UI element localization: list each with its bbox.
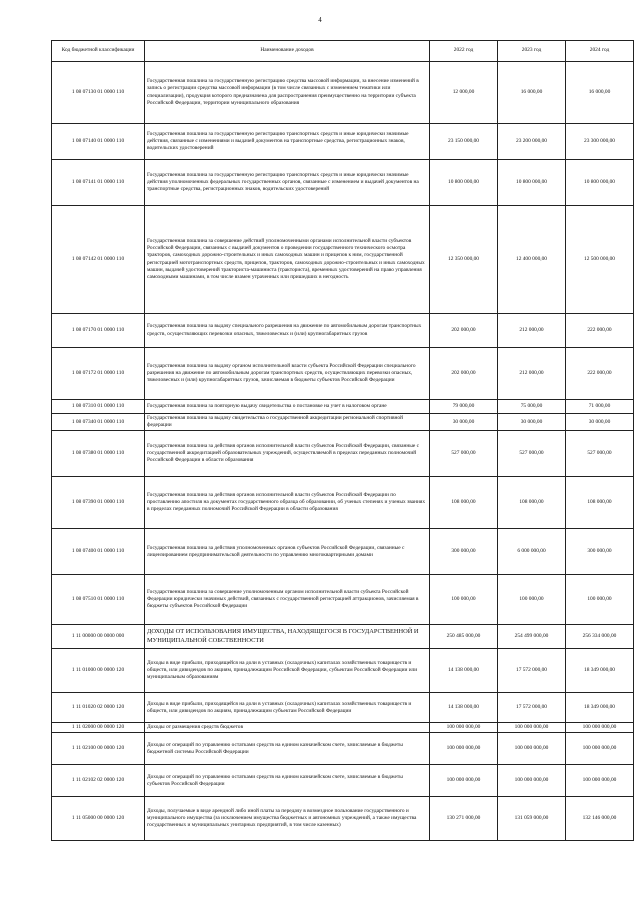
row-name: Доходы от размещения средств бюджетов <box>145 723 430 733</box>
row-2022: 12 000,00 <box>430 62 498 124</box>
row-2023: 6 000 000,00 <box>498 529 566 575</box>
row-code: 1 08 07390 01 0000 110 <box>52 477 145 529</box>
row-2024: 132 146 000,00 <box>566 797 634 841</box>
table-row <box>52 529 634 575</box>
header-2024: 2024 год <box>566 41 634 62</box>
row-2024: 23 300 000,00 <box>566 124 634 160</box>
table-row <box>52 693 634 723</box>
row-code: 1 11 01020 02 0000 120 <box>52 693 145 723</box>
row-2023: 131 059 000,00 <box>498 797 566 841</box>
row-name: Государственная пошлина за выдачу свидетельства о государственной аккредитации региональной спортивной федерации <box>145 414 430 431</box>
row-code: 1 11 02102 02 0000 120 <box>52 765 145 797</box>
table-header-row <box>52 41 634 62</box>
row-code: 1 11 00000 00 0000 000 <box>52 625 145 649</box>
row-2024: 527 000,00 <box>566 431 634 477</box>
row-2024: 30 000,00 <box>566 414 634 431</box>
row-name: Доходы от операций по управлению остатками средств на едином казначейском счете, зачисляемые в бюджеты бюджетной системы Российской Федерации <box>145 733 430 765</box>
table-row <box>52 431 634 477</box>
row-2022: 10 800 000,00 <box>430 160 498 206</box>
row-2023: 23 200 000,00 <box>498 124 566 160</box>
row-name: Государственная пошлина за выдачу специального разрешения на движение по автомобильным дорогам транспортных средств, осуществляющих перевозки опасных, тяжеловесных и (или) крупногабаритных грузов <box>145 314 430 348</box>
row-name: Государственная пошлина за действия органов исполнительной власти субъектов Российской Федерации по проставлению апостиля на документах государственного образца об образовании, об ученых степенях и ученых званиях в пределах переданных полномочий Российской Федерации в области образования <box>145 477 430 529</box>
row-2024: 256 334 000,00 <box>566 625 634 649</box>
row-2023: 254 499 000,00 <box>498 625 566 649</box>
table-row <box>52 797 634 841</box>
table-row <box>52 400 634 414</box>
row-name: Государственная пошлина за выдачу органом исполнительной власти субъекта Российской Федерации специального разрешения на движение по автомобильным дорогам транспортных средств, осуществляющих перевозки опасных, тяжеловесных и (или) крупногабаритных грузов, зачисляемая в бюджеты субъектов Российской Федерации <box>145 348 430 400</box>
row-name: Государственная пошлина за действия уполномоченных органов субъектов Российской Федерации, связанные с лицензированием предпринимательской деятельности по управлению многоквартирными домами <box>145 529 430 575</box>
row-2022: 100 000 000,00 <box>430 765 498 797</box>
row-2023: 16 000,00 <box>498 62 566 124</box>
row-2023: 100 000 000,00 <box>498 765 566 797</box>
table-row <box>52 62 634 124</box>
row-name: Государственная пошлина за действия органов исполнительной власти субъектов Российской Федерации, связанные с государственной аккредитацией образовательных учреждений, осуществляемой в пределах переданных полномочий Российской Федерации в области образования <box>145 431 430 477</box>
row-2023: 30 000,00 <box>498 414 566 431</box>
table-row <box>52 160 634 206</box>
table-row <box>52 124 634 160</box>
page-number: 4 <box>318 16 322 24</box>
row-2024: 100 000 000,00 <box>566 733 634 765</box>
row-2022: 202 000,00 <box>430 314 498 348</box>
row-2023: 75 000,00 <box>498 400 566 414</box>
header-code: Код бюджетной классификации <box>52 41 145 62</box>
table-row <box>52 765 634 797</box>
row-code: 1 11 02100 00 0000 120 <box>52 733 145 765</box>
row-2022: 202 000,00 <box>430 348 498 400</box>
row-2024: 18 349 000,00 <box>566 649 634 693</box>
row-2022: 130 271 000,00 <box>430 797 498 841</box>
row-2022: 12 350 000,00 <box>430 206 498 314</box>
row-code: 1 08 07142 01 0000 110 <box>52 206 145 314</box>
row-name: Государственная пошлина за государственную регистрацию средства массовой информации, за внесение изменений в запись о регистрации средства массовой информации (в том числе связанных с изменением тематики или специализации), продукция которого предназначена для распространения преимущественно на территории субъекта Российской Федерации, территории муниципального образования <box>145 62 430 124</box>
table-row <box>52 206 634 314</box>
row-2022: 100 000,00 <box>430 575 498 625</box>
row-2024: 100 000 000,00 <box>566 765 634 797</box>
row-2024: 222 000,00 <box>566 348 634 400</box>
row-2023: 108 000,00 <box>498 477 566 529</box>
row-2022: 527 000,00 <box>430 431 498 477</box>
row-name: Государственная пошлина за повторную выдачу свидетельства о постановке на учет в налоговом органе <box>145 400 430 414</box>
table-body <box>52 62 634 841</box>
header-name: Наименование доходов <box>145 41 430 62</box>
row-name: Доходы от операций по управлению остатками средств на едином казначейском счете, зачисляемые в бюджеты субъектов Российской Федерации <box>145 765 430 797</box>
row-2024: 108 000,00 <box>566 477 634 529</box>
row-2022: 14 138 000,00 <box>430 693 498 723</box>
row-2023: 212 000,00 <box>498 348 566 400</box>
row-name: Доходы, получаемые в виде арендной либо иной платы за передачу в возмездное пользование государственного и муниципального имущества (за исключением имущества бюджетных и автономных учреждений, а также имущества государственных и муниципальных унитарных предприятий, в том числе казенных) <box>145 797 430 841</box>
row-2024: 12 500 000,00 <box>566 206 634 314</box>
row-2024: 300 000,00 <box>566 529 634 575</box>
row-2023: 17 572 000,00 <box>498 649 566 693</box>
row-name: Доходы в виде прибыли, приходящейся на доли в уставных (складочных) капиталах хозяйственных товариществ и обществ, или дивидендов по акциям, принадлежащим Российской Федерации, субъектам Российской Федерации или муниципальным образованиям <box>145 649 430 693</box>
row-name: Государственная пошлина за совершение уполномоченным органом исполнительной власти субъекта Российской Федерации юридически значимых действий, связанных с государственной регистрацией аттракционов, зачисляемая в бюджеты субъектов Российской Федерации <box>145 575 430 625</box>
row-2022: 100 000 000,00 <box>430 723 498 733</box>
row-2022: 100 000 000,00 <box>430 733 498 765</box>
row-code: 1 11 01000 00 0000 120 <box>52 649 145 693</box>
row-2024: 10 800 000,00 <box>566 160 634 206</box>
header-2022: 2022 год <box>430 41 498 62</box>
revenue-table <box>51 40 634 841</box>
table-row <box>52 348 634 400</box>
row-code: 1 08 07130 01 0000 110 <box>52 62 145 124</box>
row-name: Государственная пошлина за государственную регистрацию транспортных средств и иные юридически значимые действия уполномоченных федеральных государственных органов, связанные с изменением и выдачей документов на транспортные средства, регистрационных знаков, водительских удостоверений <box>145 160 430 206</box>
row-2023: 10 800 000,00 <box>498 160 566 206</box>
row-2023: 527 000,00 <box>498 431 566 477</box>
row-code: 1 08 07140 01 0000 110 <box>52 124 145 160</box>
row-code: 1 08 07141 01 0000 110 <box>52 160 145 206</box>
row-2024: 100 000,00 <box>566 575 634 625</box>
row-2024: 100 000 000,00 <box>566 723 634 733</box>
row-2024: 71 000,00 <box>566 400 634 414</box>
row-code: 1 08 07380 01 0000 110 <box>52 431 145 477</box>
row-2023: 100 000,00 <box>498 575 566 625</box>
row-2022: 30 000,00 <box>430 414 498 431</box>
row-2024: 16 000,00 <box>566 62 634 124</box>
row-2022: 23 150 000,00 <box>430 124 498 160</box>
row-2024: 18 349 000,00 <box>566 693 634 723</box>
row-name: ДОХОДЫ ОТ ИСПОЛЬЗОВАНИЯ ИМУЩЕСТВА, НАХОДЯЩЕГОСЯ В ГОСУДАРСТВЕННОЙ И МУНИЦИПАЛЬНОЙ СОБСТВЕННОСТИ <box>145 625 430 649</box>
row-2022: 79 000,00 <box>430 400 498 414</box>
table-row <box>52 723 634 733</box>
row-code: 1 11 05000 00 0000 120 <box>52 797 145 841</box>
table-row <box>52 649 634 693</box>
table-row <box>52 625 634 649</box>
table-row <box>52 414 634 431</box>
row-code: 1 08 07340 01 0000 110 <box>52 414 145 431</box>
header-2023: 2023 год <box>498 41 566 62</box>
row-code: 1 08 07400 01 0000 110 <box>52 529 145 575</box>
row-code: 1 08 07170 01 0000 110 <box>52 314 145 348</box>
row-2023: 212 000,00 <box>498 314 566 348</box>
table-row <box>52 575 634 625</box>
row-name: Государственная пошлина за государственную регистрацию транспортных средств и иные юридически значимые действия, связанные с изменениями и выдачей документов на транспортные средства, регистрационных знаков, водительских удостоверений <box>145 124 430 160</box>
row-2023: 17 572 000,00 <box>498 693 566 723</box>
row-2022: 14 138 000,00 <box>430 649 498 693</box>
row-2024: 222 000,00 <box>566 314 634 348</box>
row-2022: 250 485 000,00 <box>430 625 498 649</box>
row-2023: 100 000 000,00 <box>498 733 566 765</box>
row-2023: 100 000 000,00 <box>498 723 566 733</box>
table-row <box>52 477 634 529</box>
table-row <box>52 733 634 765</box>
row-code: 1 08 07310 01 0000 110 <box>52 400 145 414</box>
row-2023: 12 400 000,00 <box>498 206 566 314</box>
row-code: 1 08 07510 01 0000 110 <box>52 575 145 625</box>
row-2022: 108 000,00 <box>430 477 498 529</box>
row-code: 1 11 02000 00 0000 120 <box>52 723 145 733</box>
row-code: 1 08 07172 01 0000 110 <box>52 348 145 400</box>
row-2022: 300 000,00 <box>430 529 498 575</box>
table-row <box>52 314 634 348</box>
row-name: Доходы в виде прибыли, приходящейся на доли в уставных (складочных) капиталах хозяйственных товариществ и обществ, или дивидендов по акциям, принадлежащим субъектам Российской Федерации <box>145 693 430 723</box>
row-name: Государственная пошлина за совершение действий уполномоченными органами исполнительной власти субъектов Российской Федерации, связанных с выдачей документов о проведении государственного технического осмотра тракторов, самоходных дорожно-строительных и иных самоходных машин и прицепов к ним, государственной регистрацией мототранспортных средств, прицепов, тракторов, самоходных дорожно-строительных и иных самоходных машин, выдачей удостоверений тракториста-машиниста (тракториста), временных удостоверений на право управления самоходными машинами, в том числе взамен утраченных или пришедших в негодность <box>145 206 430 314</box>
